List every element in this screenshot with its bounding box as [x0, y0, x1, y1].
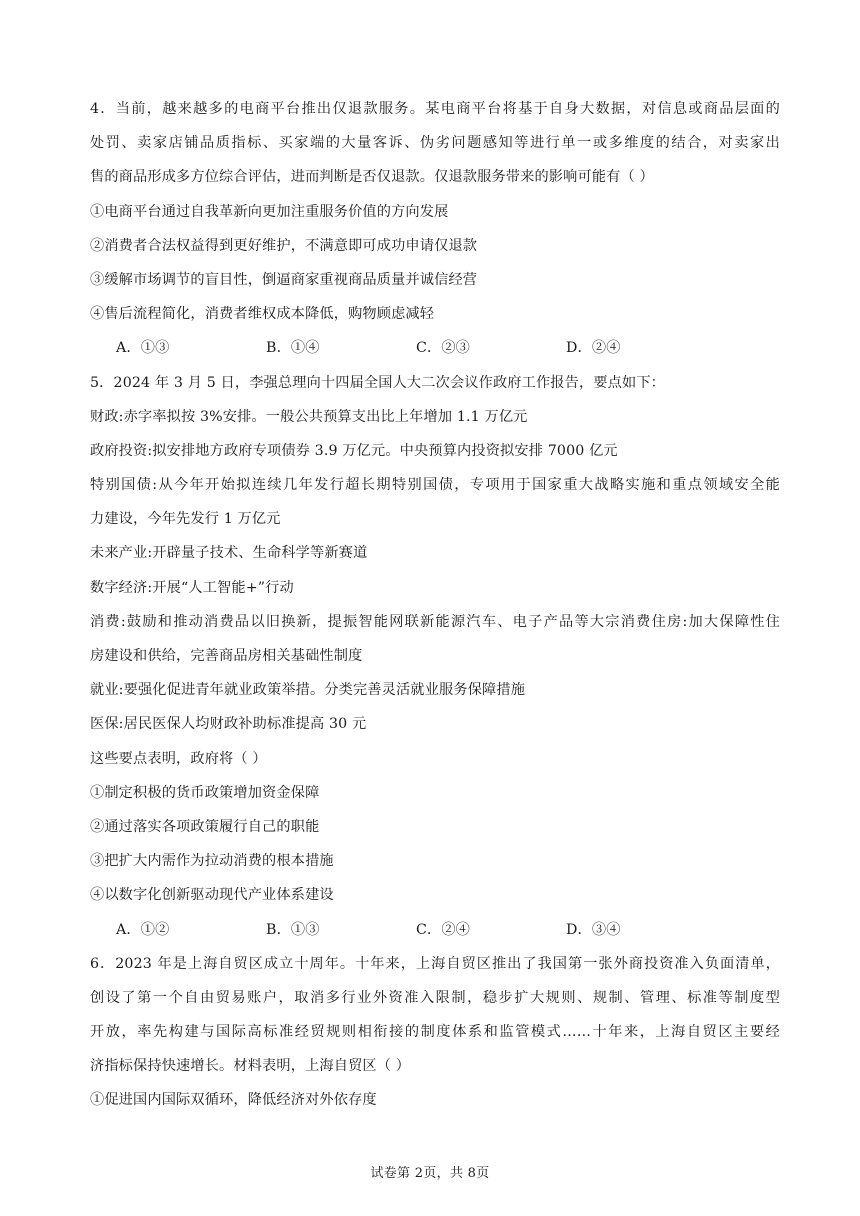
question-5-statement: ②通过落实各项政策履行自己的职能 — [90, 818, 320, 835]
question-4-statement: ②消费者合法权益得到更好维护，不满意即可成功申请仅退款 — [90, 237, 478, 254]
question-4-statement: ①电商平台通过自我革新向更加注重服务价值的方向发展 — [90, 203, 449, 220]
question-5-stem-line: 未来产业:开辟量子技术、生命科学等新赛道 — [90, 545, 368, 562]
question-6 — [90, 947, 780, 1118]
question-4-statement: ④售后流程简化，消费者维权成本降低，购物顾虑减轻 — [90, 306, 435, 323]
question-4-stem-line: 处罚、卖家店铺品质指标、买家端的大量客诉、伪劣问题感知等进行单一或多维度的结合，对卖家出 — [90, 135, 780, 152]
question-5-stem-line: 力建设，今年先发行 1 万亿元 — [90, 511, 281, 528]
question-5-stem-line: 政府投资:拟安排地方政府专项债券 3.9 万亿元。中央预算内投资拟安排 7000 亿元 — [90, 442, 618, 459]
question-6-stem-line: 济指标保持快速增长。材料表明，上海自贸区（ ） — [90, 1058, 411, 1075]
question-5 — [90, 366, 780, 947]
question-5-stem-line: 财政:赤字率拟按 3%安排。一般公共预算支出比上年增加 1.1 万亿元 — [90, 408, 528, 425]
question-6-statement: ①促进国内国际双循环，降低经济对外依存度 — [90, 1092, 377, 1109]
question-5-stem-line: 房建设和供给，完善商品房相关基础性制度 — [90, 648, 363, 664]
question-4-stem-line: 售的商品形成多方位综合评估，进而判断是否仅退款。仅退款服务带来的影响可能有（ ） — [90, 169, 654, 186]
question-6-stem-line: 创设了第一个自由贸易账户，取消多行业外资准入限制，稳步扩大规则、规制、管理、标准等制度型 — [90, 989, 780, 1006]
option-a[interactable]: A．①③ — [116, 340, 170, 357]
question-5-stem-line: 这些要点表明，政府将（ ） — [90, 750, 267, 767]
question-5-stem-line: 数字经济:开展“人工智能+”行动 — [90, 579, 294, 596]
option-c[interactable]: C．②④ — [416, 921, 471, 938]
question-4-statement: ③缓解市场调节的盲目性，倒逼商家重视商品质量并诚信经营 — [90, 271, 478, 288]
question-5-stem-line: 特别国债:从今年开始拟连续几年发行超长期特别国债，专项用于国家重大战略实施和重点领域安全能 — [90, 477, 780, 494]
question-5-stem-line: 就业:要强化促进青年就业政策举措。分类完善灵活就业服务保障措施 — [90, 682, 526, 699]
question-5-statement: ①制定积极的货币政策增加资金保障 — [90, 784, 320, 801]
question-5-stem-line: 医保:居民医保人均财政补助标准提高 30 元 — [90, 716, 367, 733]
page-content — [90, 92, 780, 1118]
option-c[interactable]: C．②③ — [416, 340, 471, 357]
question-4-stem-line: 4．当前，越来越多的电商平台推出仅退款服务。某电商平台将基于自身大数据，对信息或商品层面的 — [90, 101, 780, 117]
question-4 — [90, 92, 780, 366]
question-5-stem-line: 消费:鼓励和推动消费品以旧换新，提振智能网联新能源汽车、电子产品等大宗消费住房:加大保障性住 — [90, 613, 780, 630]
question-6-stem-line: 开放，率先构建与国际高标准经贸规则相衔接的制度体系和监管模式……十年来，上海自贸区主要经 — [90, 1024, 780, 1041]
question-5-statement: ④以数字化创新驱动现代产业体系建设 — [90, 887, 334, 904]
option-b[interactable]: B．①③ — [266, 921, 320, 938]
question-4-options — [90, 331, 780, 365]
question-5-statement: ③把扩大内需作为拉动消费的根本措施 — [90, 853, 334, 870]
option-a[interactable]: A．①② — [116, 921, 170, 938]
question-5-stem-line: 5．2024 年 3 月 5 日，李强总理向十四届全国人大二次会议作政府工作报告，要点如下： — [90, 374, 666, 391]
question-6-stem-line: 6．2023 年是上海自贸区成立十周年。十年来，上海自贸区推出了我国第一张外商投资准入负面清单， — [90, 955, 780, 972]
question-5-options — [90, 913, 780, 947]
option-d[interactable]: D．②④ — [566, 340, 621, 357]
page-footer: 试卷第 2页，共 8页 — [370, 1166, 490, 1181]
option-b[interactable]: B．①④ — [266, 340, 320, 357]
option-d[interactable]: D．③④ — [566, 921, 621, 938]
